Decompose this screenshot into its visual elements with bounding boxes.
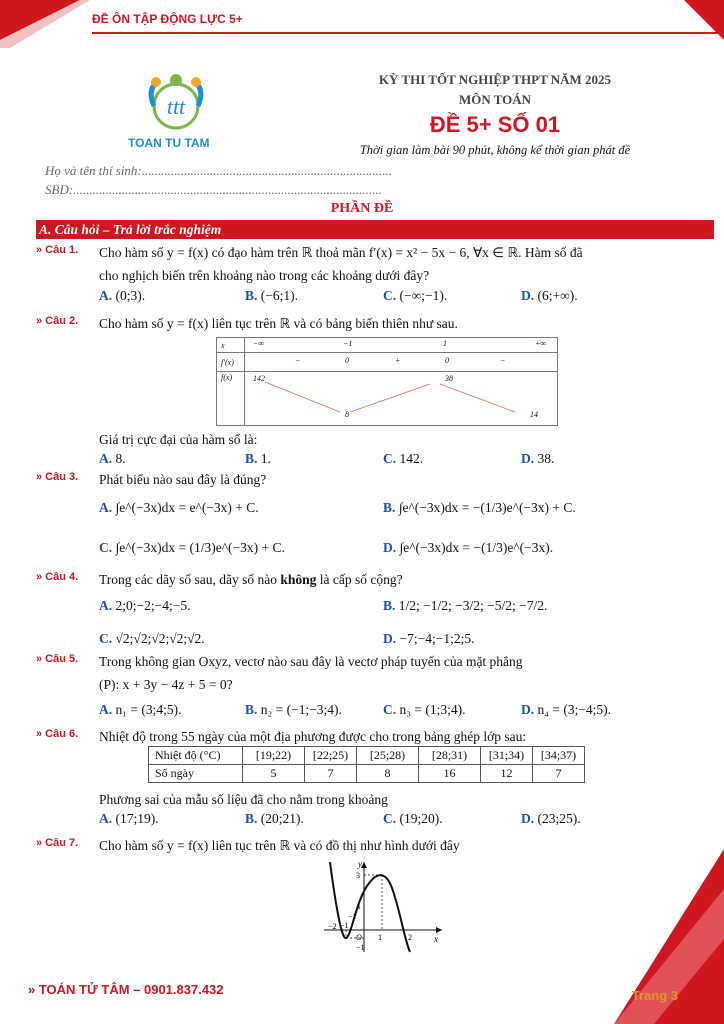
option-a[interactable]: A. 2;0;−2;−4;−5. <box>99 598 191 613</box>
question-label: » Câu 7. <box>36 837 79 849</box>
svg-text:O: O <box>356 933 362 942</box>
f-value: 142 <box>253 374 265 383</box>
f-value: 38 <box>445 374 453 383</box>
option-b[interactable]: B. 1. <box>245 451 271 466</box>
option-d[interactable]: D. n₄ = (3;−4;5). <box>521 702 612 717</box>
svg-text:1: 1 <box>378 933 382 942</box>
option-b[interactable]: B. n₂ = (−1;−3;4). <box>245 702 342 717</box>
question-text: Cho hàm số y = f(x) liên tục trên ℝ và có đồ thị như hình dưới đây <box>99 838 460 853</box>
table-header: Số ngày <box>149 765 243 783</box>
frequency-table <box>148 746 585 783</box>
sign-value: − <box>295 356 301 365</box>
option-a[interactable]: A. n₁ = (3;4;5). <box>99 702 182 717</box>
question-text: Trong các dãy số sau, dãy số nào không là cấp số cộng? <box>99 572 403 587</box>
option-a[interactable]: A. ∫e^(−3x)dx = e^(−3x) + C. <box>99 500 259 515</box>
exam-name: KỲ THI TỐT NGHIỆP THPT NĂM 2025 <box>378 72 612 87</box>
question-text: (P): x + 3y − 4z + 5 = 0? <box>99 677 233 692</box>
table-cell: 12 <box>481 765 533 783</box>
table-row <box>245 338 558 353</box>
option-a[interactable]: A. 8. <box>99 451 126 466</box>
question-text: Cho hàm số y = f(x) liên tục trên ℝ và có bảng biến thiên như sau. <box>99 316 458 331</box>
question-label: » Câu 5. <box>36 653 79 665</box>
table-label: f′(x) <box>217 353 245 372</box>
exam-title: ĐỀ 5+ SỐ 01 <box>429 112 561 137</box>
question-text: Giá trị cực đại của hàm số là: <box>99 432 258 447</box>
table-cell: 5 <box>243 765 305 783</box>
x-value: 1 <box>443 339 447 348</box>
question-label: » Câu 6. <box>36 728 79 740</box>
svg-text:ttt: ttt <box>166 94 186 119</box>
table-header: Nhiệt độ (°C) <box>149 747 243 765</box>
f-value: 14 <box>530 410 538 419</box>
option-b[interactable]: B. ∫e^(−3x)dx = −(1/3)e^(−3x) + C. <box>383 500 576 515</box>
option-c[interactable]: C. ∫e^(−3x)dx = (1/3)e^(−3x) + C. <box>99 540 285 555</box>
section-header: A. Câu hỏi – Trả lời trắc nghiệm <box>36 220 714 239</box>
table-cell: 7 <box>533 765 585 783</box>
option-d[interactable]: D. (6;+∞). <box>521 288 578 303</box>
question-text: cho nghịch biến trên khoảng nào trong các khoảng dưới đây? <box>99 268 430 283</box>
svg-text:1: 1 <box>357 902 361 911</box>
part-title: PHẦN ĐỀ <box>330 201 394 216</box>
option-c[interactable]: C. n₃ = (1;3;4). <box>383 702 466 717</box>
exam-time: Thời gian làm bài 90 phút, không kể thời gian phát đề <box>359 143 631 157</box>
option-d[interactable]: D. (23;25). <box>521 811 581 826</box>
brand-logo-text: TOAN TU TAM <box>128 136 210 150</box>
candidate-name-line: Họ và tên thí sinh:............................................................................. <box>45 163 393 178</box>
page-number: Trang 3 <box>631 988 678 1003</box>
option-c[interactable]: C. (−∞;−1). <box>383 288 448 303</box>
function-curve <box>330 862 410 952</box>
question-text: Trong không gian Oxyz, vectơ nào sau đây là vectơ pháp tuyến của mặt phẳng <box>99 654 523 669</box>
question-text: Phát biểu nào sau đây là đúng? <box>99 472 267 487</box>
option-a[interactable]: A. (17;19). <box>99 811 159 826</box>
sign-value: 0 <box>345 356 349 365</box>
variation-table <box>216 337 558 426</box>
sign-value: − <box>500 356 506 365</box>
svg-text:3: 3 <box>356 871 360 880</box>
x-value: +∞ <box>535 339 547 348</box>
svg-text:−2: −2 <box>328 922 337 931</box>
svg-text:2: 2 <box>408 933 412 942</box>
option-b[interactable]: B. (−6;1). <box>245 288 298 303</box>
series-title: ĐỀ ÔN TẬP ĐỘNG LỰC 5+ <box>92 12 243 26</box>
sign-value: 0 <box>445 356 449 365</box>
table-cell: [25;28) <box>357 747 419 765</box>
option-b[interactable]: B. (20;21). <box>245 811 304 826</box>
question-text: Cho hàm số y = f(x) có đạo hàm trên ℝ thoả mãn f′(x) = x² − 5x − 6, ∀x ∈ ℝ. Hàm số đã <box>99 245 583 260</box>
option-b[interactable]: B. 1/2; −1/2; −3/2; −5/2; −7/2. <box>383 598 548 613</box>
table-cell: [19;22) <box>243 747 305 765</box>
table-cell: [28;31) <box>419 747 481 765</box>
corner-decoration-top-left <box>0 0 100 48</box>
function-graph <box>322 858 446 954</box>
option-c[interactable]: C. (19;20). <box>383 811 443 826</box>
table-row <box>245 353 558 372</box>
table-cell: 16 <box>419 765 481 783</box>
exam-subject: MÔN TOÁN <box>458 92 532 107</box>
footer-contact: » TOÁN TỬ TÂM – 0901.837.432 <box>28 982 224 997</box>
table-label: x <box>217 338 245 353</box>
table-cell: [31;34) <box>481 747 533 765</box>
option-d[interactable]: D. ∫e^(−3x)dx = −(1/3)e^(−3x). <box>383 540 554 555</box>
question-text: Phương sai của mẫu số liệu đã cho nằm trong khoảng <box>99 792 388 807</box>
svg-text:−1: −1 <box>348 912 357 921</box>
f-value: 8 <box>345 410 349 419</box>
table-cell: 7 <box>305 765 357 783</box>
question-text: Nhiệt độ trong 55 ngày của một địa phương được cho trong bảng ghép lớp sau: <box>99 729 527 744</box>
header-divider <box>92 32 724 34</box>
question-label: » Câu 1. <box>36 244 79 256</box>
x-value: −∞ <box>253 339 265 348</box>
variation-arrows <box>245 372 555 426</box>
svg-text:−1: −1 <box>356 943 365 952</box>
candidate-sbd-line: SBD:............................................................................................... <box>45 182 382 197</box>
x-value: −1 <box>343 339 353 348</box>
table-cell: [22;25) <box>305 747 357 765</box>
svg-text:−1: −1 <box>340 921 349 930</box>
option-d[interactable]: D. −7;−4;−1;2;5. <box>383 631 475 646</box>
svg-text:x: x <box>434 934 438 944</box>
table-cell: [34;37) <box>533 747 585 765</box>
sign-value: + <box>395 356 401 365</box>
option-a[interactable]: A. (0;3). <box>99 288 146 303</box>
question-label: » Câu 4. <box>36 571 79 583</box>
question-label: » Câu 2. <box>36 315 79 327</box>
svg-text:y: y <box>358 859 362 869</box>
question-label: » Câu 3. <box>36 471 79 483</box>
corner-decoration-top-right <box>664 0 724 40</box>
table-row <box>245 372 558 426</box>
table-cell: 8 <box>357 765 419 783</box>
table-label: f(x) <box>217 372 245 426</box>
option-d[interactable]: D. 38. <box>521 451 555 466</box>
option-c[interactable]: C. 142. <box>383 451 424 466</box>
option-c[interactable]: C. √2;√2;√2;√2;√2. <box>99 631 205 646</box>
